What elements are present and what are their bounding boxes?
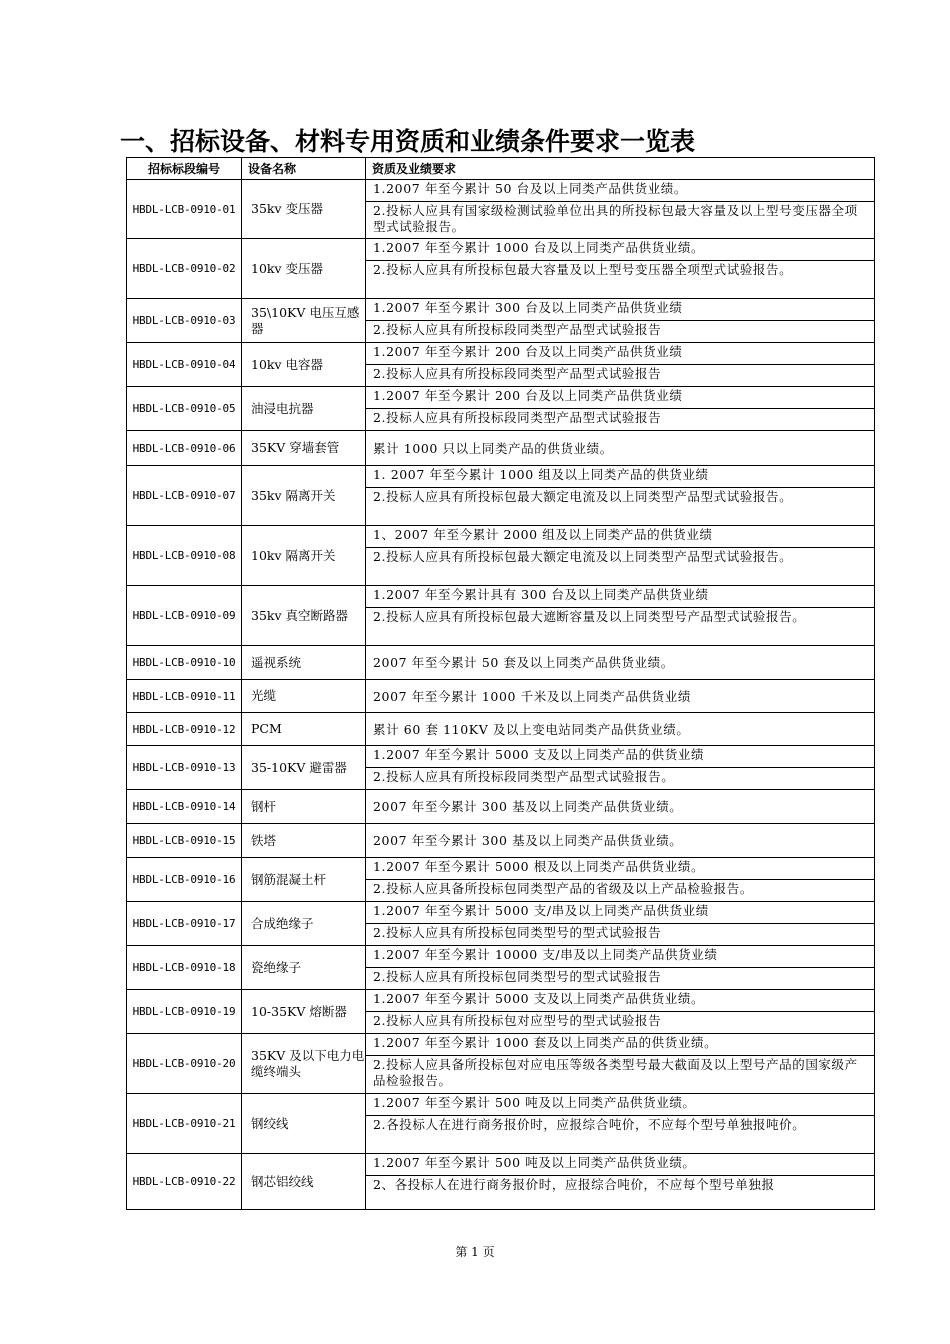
section-code-cell: HBDL-LCB-0910-05 — [127, 387, 242, 431]
table-row — [127, 680, 875, 713]
requirements-table — [126, 157, 875, 1210]
table-row — [127, 526, 875, 548]
requirement-cell: 1.2007 年至今累计 1000 台及以上同类产品供货业绩。 — [366, 239, 875, 261]
table-row — [127, 902, 875, 924]
equipment-name-cell: 35kv 真空断路器 — [242, 586, 366, 646]
section-code-cell: HBDL-LCB-0910-06 — [127, 431, 242, 466]
table-row — [127, 1094, 875, 1116]
requirement-cell: 2.投标人应具备所投标包对应电压等级各类型号最大截面及以上型号产品的国家级产品检验报告。 — [366, 1056, 875, 1094]
section-code-cell: HBDL-LCB-0910-01 — [127, 180, 242, 239]
equipment-name-cell: 35-10KV 避雷器 — [242, 746, 366, 790]
requirement-cell: 1.2007 年至今累计 200 台及以上同类产品供货业绩 — [366, 343, 875, 365]
section-code-cell: HBDL-LCB-0910-15 — [127, 824, 242, 858]
requirement-cell: 1.2007 年至今累计 5000 根及以上同类产品供货业绩。 — [366, 858, 875, 880]
section-code-cell: HBDL-LCB-0910-07 — [127, 466, 242, 526]
requirement-cell: 累计 60 套 110KV 及以上变电站同类产品供货业绩。 — [366, 713, 875, 746]
equipment-name-cell: 铁塔 — [242, 824, 366, 858]
equipment-name-cell: 遥视系统 — [242, 646, 366, 680]
equipment-name-cell: 10kv 电容器 — [242, 343, 366, 387]
requirement-cell: 1.2007 年至今累计 300 台及以上同类产品供货业绩 — [366, 299, 875, 321]
requirement-cell: 1.2007 年至今累计 10000 支/串及以上同类产品供货业绩 — [366, 946, 875, 968]
equipment-name-cell: PCM — [242, 713, 366, 746]
table-row — [127, 299, 875, 321]
equipment-name-cell: 10kv 变压器 — [242, 239, 366, 299]
table-row — [127, 713, 875, 746]
section-code-cell: HBDL-LCB-0910-20 — [127, 1034, 242, 1094]
requirement-cell: 2.投标人应具有所投标包最大额定电流及以上同类型产品型式试验报告。 — [366, 548, 875, 586]
table-row — [127, 858, 875, 880]
table-body — [127, 180, 875, 1210]
equipment-name-cell: 35KV 穿墙套管 — [242, 431, 366, 466]
equipment-name-cell: 35kv 变压器 — [242, 180, 366, 239]
section-code-cell: HBDL-LCB-0910-14 — [127, 790, 242, 824]
table-row — [127, 387, 875, 409]
table-row — [127, 431, 875, 466]
equipment-name-cell: 10kv 隔离开关 — [242, 526, 366, 586]
section-code-cell: HBDL-LCB-0910-22 — [127, 1154, 242, 1210]
section-code-cell: HBDL-LCB-0910-12 — [127, 713, 242, 746]
table-row — [127, 586, 875, 608]
table-row — [127, 990, 875, 1012]
section-code-cell: HBDL-LCB-0910-03 — [127, 299, 242, 343]
equipment-name-cell: 瓷绝缘子 — [242, 946, 366, 990]
requirement-cell: 1.2007 年至今累计 5000 支及以上同类产品供货业绩。 — [366, 990, 875, 1012]
requirement-cell: 2.投标人应具有所投标包同类型号的型式试验报告 — [366, 968, 875, 990]
page-number: 第 1 页 — [455, 1245, 495, 1259]
section-code-cell: HBDL-LCB-0910-13 — [127, 746, 242, 790]
section-code-cell: HBDL-LCB-0910-18 — [127, 946, 242, 990]
section-code-cell: HBDL-LCB-0910-21 — [127, 1094, 242, 1154]
requirement-cell: 2.投标人应具有所投标段同类型产品型式试验报告 — [366, 321, 875, 343]
requirement-cell: 2007 年至今累计 300 基及以上同类产品供货业绩。 — [366, 824, 875, 858]
equipment-name-cell: 35kv 隔离开关 — [242, 466, 366, 526]
requirement-cell: 2.各投标人在进行商务报价时，应报综合吨价，不应每个型号单独报吨价。 — [366, 1116, 875, 1154]
requirement-cell: 2007 年至今累计 300 基及以上同类产品供货业绩。 — [366, 790, 875, 824]
table-row — [127, 824, 875, 858]
equipment-name-cell: 35KV 及以下电力电缆终端头 — [242, 1034, 366, 1094]
equipment-name-cell: 35\10KV 电压互感器 — [242, 299, 366, 343]
table-row — [127, 790, 875, 824]
equipment-name-cell: 钢绞线 — [242, 1094, 366, 1154]
equipment-name-cell: 合成绝缘子 — [242, 902, 366, 946]
requirement-cell: 1.2007 年至今累计 50 台及以上同类产品供货业绩。 — [366, 180, 875, 202]
table-row — [127, 1034, 875, 1056]
page-title: 一、招标设备、材料专用资质和业绩条件要求一览表 — [120, 127, 696, 156]
requirement-cell: 2007 年至今累计 1000 千米及以上同类产品供货业绩 — [366, 680, 875, 713]
table-row — [127, 746, 875, 768]
table-row — [127, 466, 875, 488]
section-code-cell: HBDL-LCB-0910-17 — [127, 902, 242, 946]
equipment-name-cell: 钢芯铝绞线 — [242, 1154, 366, 1210]
section-code-cell: HBDL-LCB-0910-02 — [127, 239, 242, 299]
requirement-cell: 2.投标人应具有所投标包同类型号的型式试验报告 — [366, 924, 875, 946]
table-row — [127, 1154, 875, 1176]
requirement-cell: 2、各投标人在进行商务报价时，应报综合吨价，不应每个型号单独报 — [366, 1176, 875, 1210]
requirement-cell: 2007 年至今累计 50 套及以上同类产品供货业绩。 — [366, 646, 875, 680]
requirement-cell: 1.2007 年至今累计具有 300 台及以上同类产品供货业绩 — [366, 586, 875, 608]
table-row — [127, 646, 875, 680]
requirement-cell: 2.投标人应具有所投标段同类型产品型式试验报告。 — [366, 768, 875, 790]
requirement-cell: 1.2007 年至今累计 5000 支及以上同类产品的供货业绩 — [366, 746, 875, 768]
requirement-cell: 2.投标人应具有所投标段同类型产品型式试验报告 — [366, 409, 875, 431]
equipment-name-cell: 光缆 — [242, 680, 366, 713]
header-equipment-name: 设备名称 — [242, 158, 366, 180]
requirement-cell: 2.投标人应具有国家级检测试验单位出具的所投标包最大容量及以上型号变压器全项型式试验报告。 — [366, 202, 875, 239]
equipment-name-cell: 10-35KV 熔断器 — [242, 990, 366, 1034]
requirement-cell: 2.投标人应具有所投标包最大遮断容量及以上同类型号产品型式试验报告。 — [366, 608, 875, 646]
header-requirements: 资质及业绩要求 — [366, 158, 875, 180]
requirement-cell: 2.投标人应具有所投标包对应型号的型式试验报告 — [366, 1012, 875, 1034]
requirement-cell: 1、2007 年至今累计 2000 组及以上同类产品的供货业绩 — [366, 526, 875, 548]
requirement-cell: 2.投标人应具备所投标包同类型产品的省级及以上产品检验报告。 — [366, 880, 875, 902]
equipment-name-cell: 油浸电抗器 — [242, 387, 366, 431]
equipment-name-cell: 钢杆 — [242, 790, 366, 824]
requirement-cell: 1.2007 年至今累计 500 吨及以上同类产品供货业绩。 — [366, 1094, 875, 1116]
requirement-cell: 2.投标人应具有所投标段同类型产品型式试验报告 — [366, 365, 875, 387]
header-section-code: 招标标段编号 — [127, 158, 242, 180]
requirement-cell: 1. 2007 年至今累计 1000 组及以上同类产品的供货业绩 — [366, 466, 875, 488]
table-header-row — [127, 158, 875, 180]
table-row — [127, 946, 875, 968]
requirement-cell: 1.2007 年至今累计 1000 套及以上同类产品的供货业绩。 — [366, 1034, 875, 1056]
section-code-cell: HBDL-LCB-0910-04 — [127, 343, 242, 387]
requirement-cell: 累计 1000 只以上同类产品的供货业绩。 — [366, 431, 875, 466]
section-code-cell: HBDL-LCB-0910-16 — [127, 858, 242, 902]
requirement-cell: 1.2007 年至今累计 500 吨及以上同类产品供货业绩。 — [366, 1154, 875, 1176]
section-code-cell: HBDL-LCB-0910-11 — [127, 680, 242, 713]
section-code-cell: HBDL-LCB-0910-08 — [127, 526, 242, 586]
table-row — [127, 343, 875, 365]
equipment-name-cell: 钢筋混凝土杆 — [242, 858, 366, 902]
requirement-cell: 2.投标人应具有所投标包最大额定电流及以上同类型产品型式试验报告。 — [366, 488, 875, 526]
requirement-cell: 2.投标人应具有所投标包最大容量及以上型号变压器全项型式试验报告。 — [366, 261, 875, 299]
requirement-cell: 1.2007 年至今累计 5000 支/串及以上同类产品供货业绩 — [366, 902, 875, 924]
table-row — [127, 180, 875, 202]
section-code-cell: HBDL-LCB-0910-10 — [127, 646, 242, 680]
requirement-cell: 1.2007 年至今累计 200 台及以上同类产品供货业绩 — [366, 387, 875, 409]
table-row — [127, 239, 875, 261]
section-code-cell: HBDL-LCB-0910-09 — [127, 586, 242, 646]
section-code-cell: HBDL-LCB-0910-19 — [127, 990, 242, 1034]
